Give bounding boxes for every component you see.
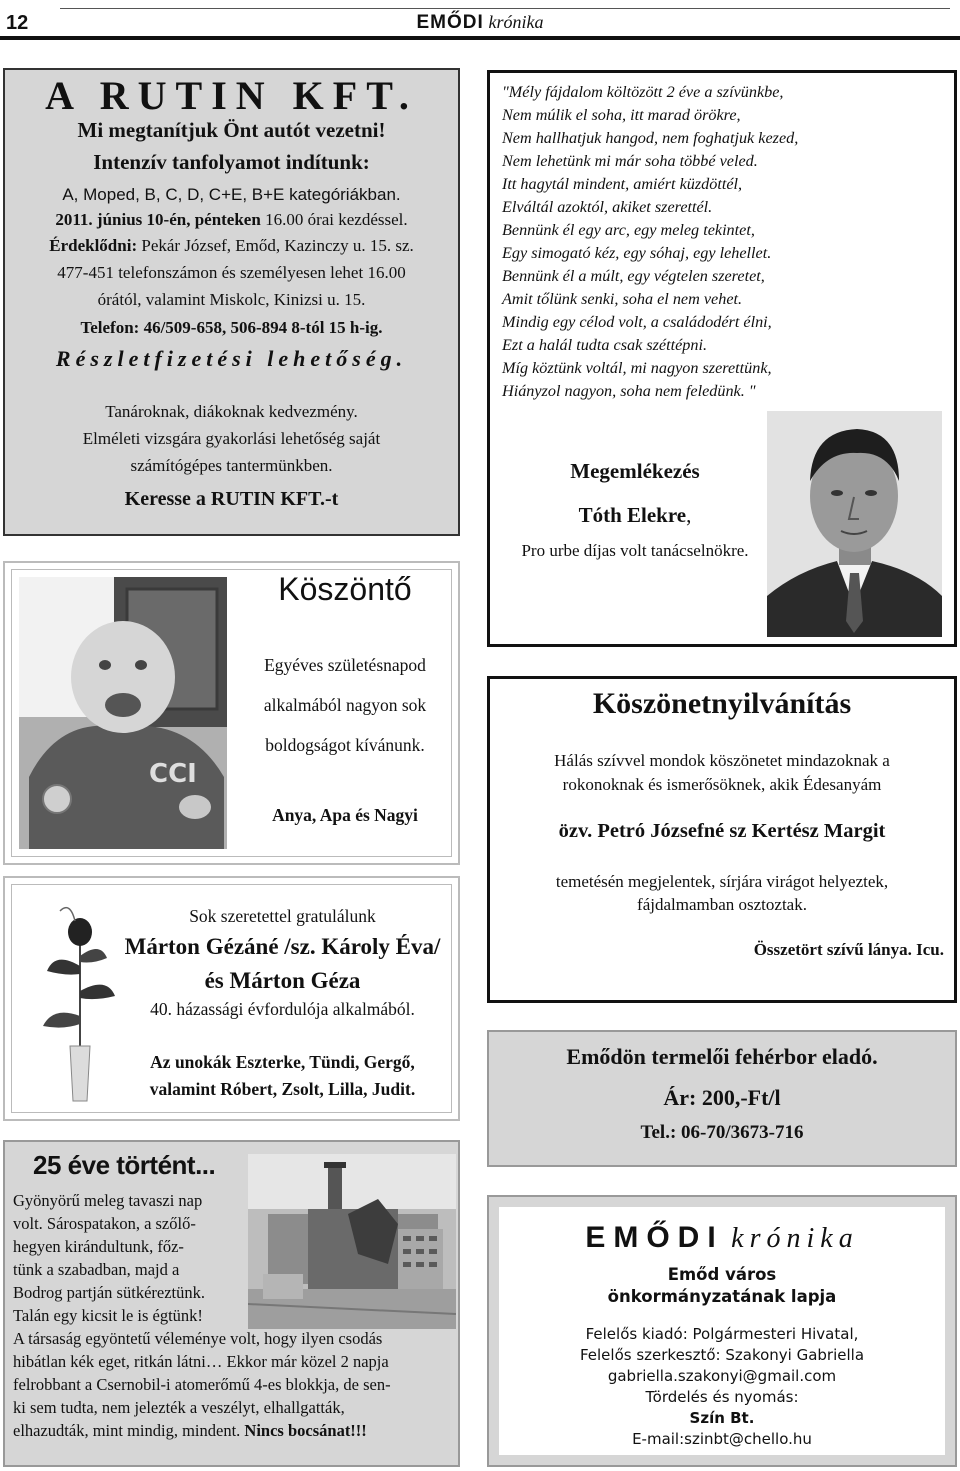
wine-sale-headline: Emődön termelői fehérbor eladó.: [566, 1044, 878, 1069]
memorial-portrait-photo: [767, 411, 942, 637]
rutin-ad-line: órától, valamint Miskolc, Kinizsi u. 15.: [97, 290, 366, 309]
article-last-text: elhazudták, mint mindig, mindent.: [13, 1421, 245, 1440]
thanks-title: Köszönetnyilvánítás: [592, 687, 852, 720]
article-line: [13, 1419, 453, 1442]
imprint-logo-italic: krónika: [731, 1223, 859, 1254]
imprint-line: Felelős kiadó: Polgármesteri Hivatal,: [585, 1325, 859, 1343]
greeting-line: Egyéves születésnapod: [264, 655, 426, 675]
rutin-ad-time: 16.00 órai kezdéssel.: [260, 210, 408, 229]
article-line: Gyönyörű meleg tavaszi nap: [13, 1191, 203, 1210]
anniversary-name: és Márton Géza: [204, 968, 361, 993]
article-line: hegyen kirándultunk, főz-: [13, 1237, 184, 1256]
poem-line: "Mély fájdalom költözött 2 éve a szívünkbe,: [502, 83, 784, 101]
anniversary-line: Sok szeretettel gratulálunk: [189, 906, 376, 926]
article-line: ki sem tudta, nem jelezték a veszélyt, elhallgatták,: [13, 1398, 345, 1417]
thanks-line: rokonoknak és ismerősöknek, akik Édesanyám: [562, 775, 882, 794]
imprint-logo: [499, 1221, 945, 1255]
poem-line: Ezt a halál tudta csak széttépni.: [502, 336, 708, 354]
thanks-line: Hálás szívvel mondok köszönetet mindazoknak a: [554, 751, 890, 770]
baby-photo: [19, 577, 227, 849]
anniversary-greeting: [3, 876, 460, 1121]
rutin-ad-phone: Telefon: 46/509-658, 506-894 8-tól 15 h-ig.: [80, 318, 383, 337]
poem-line: Nem múlik el soha, itt marad örökre,: [502, 106, 741, 124]
poem-line: Egy simogató kéz, egy sóhaj, egy lehellet.: [502, 244, 772, 262]
header-title-bold: EMŐDI: [416, 12, 484, 33]
page-number: 12: [6, 12, 29, 34]
article-body: [13, 1189, 453, 1442]
memorial-notice: [487, 70, 957, 647]
article-line: volt. Sárospatakon, a szőlő-: [13, 1214, 196, 1233]
rutin-ad-line: A, Moped, B, C, D, C+E, B+E kategóriákban.: [62, 185, 401, 204]
poem-line: Míg köztünk voltál, mi nagyon szerettünk,: [502, 359, 772, 377]
poem-line: Amit tőlünk senki, soha el nem vehet.: [502, 290, 743, 308]
poem-line: Elváltál azoktól, akiket szerettél.: [502, 198, 713, 216]
poem-line: Mindig egy célod volt, a családodért élni,: [502, 313, 772, 331]
rutin-ad-date: 2011. június 10-én, pénteken: [55, 210, 261, 229]
greeting-title: Köszöntő: [278, 571, 412, 607]
rose-vase-icon: [35, 896, 125, 1106]
rutin-ad-line: Mi megtanítjuk Önt autót vezetni!: [77, 118, 386, 142]
wine-sale-price: Ár: 200,-Ft/l: [663, 1085, 781, 1110]
wine-sale-ad: [487, 1030, 957, 1167]
rutin-ad-contact: Pekár József, Emőd, Kazinczy u. 15. sz.: [137, 236, 414, 255]
imprint-printer: Szín Bt.: [689, 1409, 755, 1427]
rutin-ad-installment: Részletfizetési lehetőség.: [55, 346, 408, 371]
rutin-ad-contact-label: Érdeklődni:: [49, 236, 138, 255]
header-title-italic: krónika: [488, 12, 544, 32]
memorial-subtitle: Pro urbe díjas volt tanácselnökre.: [521, 541, 749, 560]
poem-line: Bennünk él a múlt, egy végtelen szeretet,: [502, 267, 765, 285]
memorial-poem: [502, 81, 952, 403]
rutin-ad-line: Elméleti vizsgára gyakorlási lehetőség saját: [82, 429, 381, 448]
poem-line: Itt hagytál mindent, amiért küzdöttél,: [502, 175, 743, 193]
anniversary-family: valamint Róbert, Zsolt, Lilla, Judit.: [149, 1079, 416, 1099]
article-line: hibátlan kék eget, ritkán látni… Ekkor már közel 2 napja: [13, 1352, 389, 1371]
poem-line: Nem hallhatjuk hangod, nem foghatjuk kezed,: [502, 129, 799, 147]
article-line: A társaság egyöntetű véleménye volt, hogy ilyen csodás: [13, 1329, 383, 1348]
wine-sale-phone: Tel.: 06-70/3673-716: [640, 1122, 804, 1143]
rutin-ad-closing: Keresse a RUTIN KFT.-t: [124, 488, 339, 510]
birthday-greeting: [3, 561, 460, 865]
rutin-ad-line: Intenzív tanfolyamot indítunk:: [93, 150, 370, 174]
imprint-email: E-mail:szinbt@chello.hu: [632, 1430, 812, 1448]
rutin-ad-line: [5, 210, 458, 230]
rutin-ad-line: 477-451 telefonszámon és személyesen lehet 16.00: [57, 263, 406, 282]
publication-imprint: [487, 1195, 957, 1467]
memorial-heading: Megemlékezés: [570, 459, 700, 483]
thanks-signature: Összetört szívű lánya. Icu.: [753, 940, 944, 959]
article-last-bold: Nincs bocsánat!!!: [244, 1421, 367, 1440]
header-title: [0, 12, 960, 34]
header-rule: [60, 8, 950, 9]
article-line: tünk a szabadban, majd a: [13, 1260, 180, 1279]
article-line: Talán egy kicsit le is égtünk!: [13, 1306, 203, 1325]
greeting-line: boldogságot kívánunk.: [265, 735, 425, 755]
imprint-inner: [499, 1207, 945, 1455]
thanks-line: temetésén megjelentek, sírjára virágot helyeztek,: [555, 872, 889, 891]
poem-line: Bennünk él egy arc, egy meleg tekintet,: [502, 221, 755, 239]
memorial-name-comma: ,: [686, 503, 692, 527]
imprint-email: gabriella.szakonyi@gmail.com: [607, 1367, 837, 1385]
memorial-name-bold: Tóth Elekre: [578, 503, 687, 527]
twenty-five-years-ago-article: [3, 1140, 460, 1467]
thanks-line: fájdalmamban osztoztak.: [637, 895, 807, 914]
thanks-notice: [487, 676, 957, 1003]
greeting-line: alkalmából nagyon sok: [263, 695, 427, 715]
anniversary-line: 40. házassági évfordulója alkalmából.: [150, 999, 415, 1019]
rutin-ad-line: [5, 236, 458, 256]
imprint-line: Felelős szerkesztő: Szakonyi Gabriella: [579, 1346, 865, 1364]
rutin-ad-title: A RUTIN KFT.: [45, 73, 418, 118]
thanks-deceased-name: özv. Petró Józsefné sz Kertész Margit: [558, 820, 886, 842]
poem-line: Nem lehetünk mi már soha többé veled.: [502, 152, 758, 170]
imprint-subtitle: önkormányzatának lapja: [607, 1287, 837, 1306]
rutin-ad: [3, 68, 460, 536]
poem-line: Hiányzol nagyon, soha nem feledünk. ": [502, 382, 756, 400]
imprint-subtitle: Emőd város: [667, 1265, 777, 1284]
imprint-line: Tördelés és nyomás:: [645, 1388, 799, 1406]
article-line: felrobbant a Csernobil-i atomerőmű 4-es blokkja, de sen-: [13, 1375, 391, 1394]
anniversary-name: Márton Gézáné /sz. Károly Éva/: [124, 934, 441, 959]
imprint-logo-bold: EMŐDI: [585, 1221, 724, 1254]
article-line: Bodrog partján sütkéreztünk.: [13, 1283, 205, 1302]
anniversary-family: Az unokák Eszterke, Tündi, Gergő,: [150, 1052, 415, 1072]
greeting-signature: Anya, Apa és Nagyi: [272, 805, 418, 825]
rutin-ad-line: Tanároknak, diákoknak kedvezmény.: [105, 402, 358, 421]
memorial-name: [500, 503, 770, 528]
article-title: 25 éve történt...: [33, 1150, 216, 1180]
rutin-ad-line: számítógépes tantermünkben.: [130, 456, 333, 475]
svg-text:CCI: CCI: [149, 759, 197, 789]
